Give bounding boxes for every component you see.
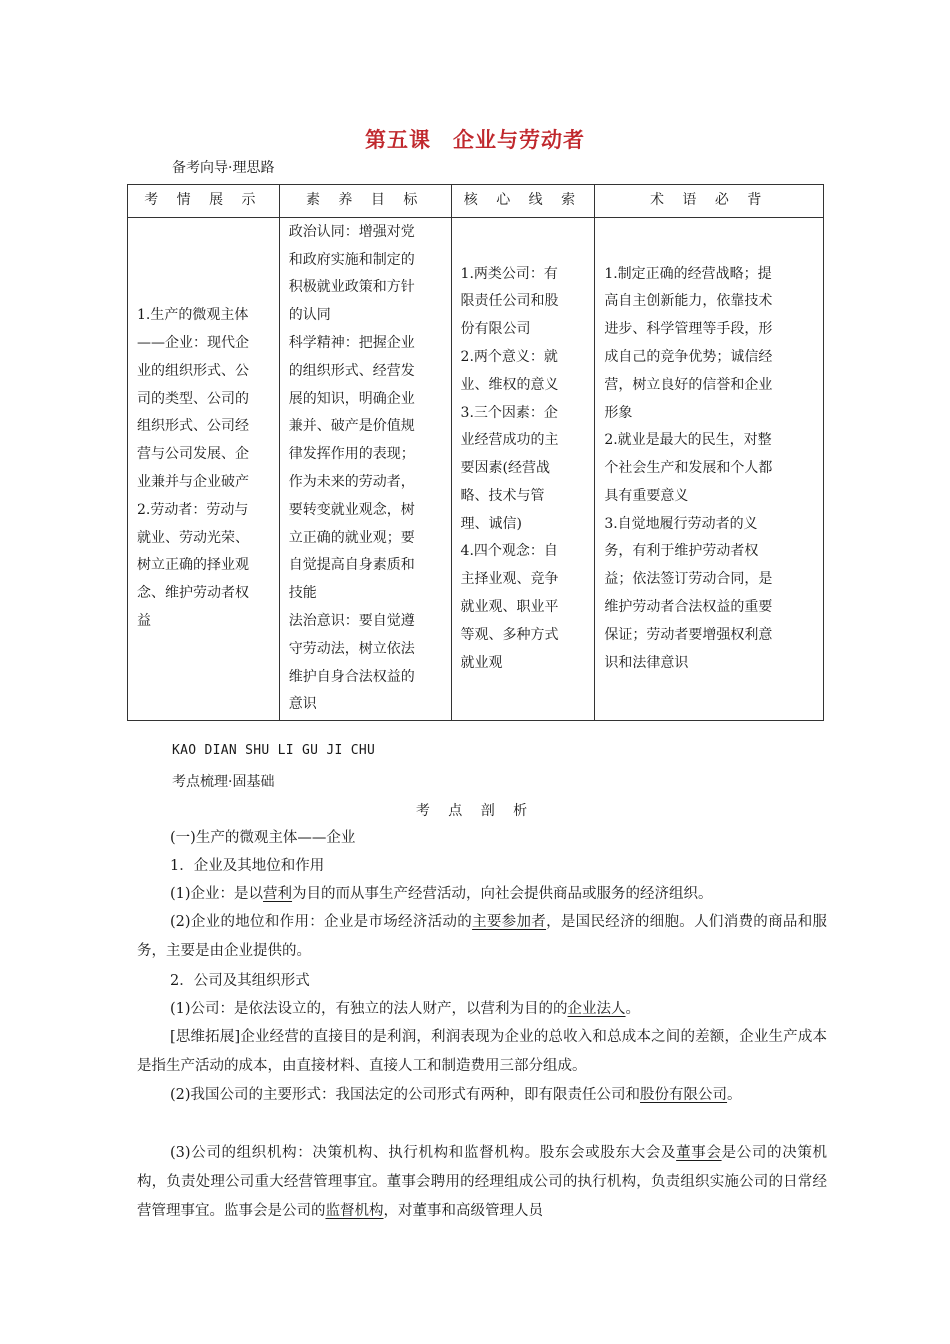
cell-terms: 1.制定正确的经营战略；提 高自主创新能力，依靠技术 进步、科学管理等手段，形 成自己的竞争优势；诚信经 营，树立良好的信誉和企业 形象 2.就业是最大的民生，对整 个社会生产和发展和个人都 具有重要意义 3.自觉地履行劳动者的义 务，有利于维护劳动者权 益；依法签订劳动合同，是 维护劳动者合法权益的重要 保证；劳动者要增强权利意 识和法律意识 bbox=[595, 218, 824, 721]
key-term-profit: 营利 bbox=[263, 886, 293, 902]
key-term-board: 董事会 bbox=[676, 1145, 722, 1161]
key-term-joint-stock: 股份有限公司 bbox=[640, 1087, 728, 1103]
table-body-row bbox=[128, 218, 824, 721]
section-heading: 考 点 剖 析 bbox=[415, 803, 535, 819]
para-company-organization: (3)公司的组织机构：决策机构、执行机构和监督机构。股东会或股东大会及董事会是公司的决策机构，负责处理公司重大经营管理事宜。董事会聘用的经理组成公司的执行机构，负责组织实施公司的日常经营管理事宜。监事会是公司的监督机构，对董事和高级管理人员 bbox=[137, 1145, 827, 1219]
guide-heading: 备考向导·理思路 bbox=[172, 160, 275, 176]
cell-core-clues: 1.两类公司：有 限责任公司和股 份有限公司 2.两个意义：就 业、维权的意义 3.三个因素：企 业经营成功的主 要因素(经营战 略、技术与管 理、诚信) 4.四个观念：自 主择业观、竞争 就业观、职业平 等观、多种方式 就业观 bbox=[451, 218, 595, 721]
key-term-main-participant: 主要参加者 bbox=[472, 914, 547, 930]
key-term-enterprise-legal-person: 企业法人 bbox=[567, 1001, 626, 1017]
key-term-supervisory: 监督机构 bbox=[325, 1203, 384, 1219]
lesson-title bbox=[0, 124, 950, 154]
heading-company-forms: 2．公司及其组织形式 bbox=[170, 973, 310, 989]
para-enterprise-definition: (1)企业：是以营利为目的而从事生产经营活动，向社会提供商品或服务的经济组织。 bbox=[170, 886, 713, 902]
cell-exam: 1.生产的微观主体 ——企业：现代企 业的组织形式、公 司的类型、公司的 组织形式、公司经 营与公司发展、企 业兼并与企业破产 2.劳动者：劳动与 就业、劳动光荣、 树立正确的择业观 念、维护劳动者权 益 bbox=[128, 218, 280, 721]
header-exam: 考 情 展 示 bbox=[128, 185, 280, 218]
review-heading: 考点梳理·固基础 bbox=[172, 774, 275, 790]
header-terms: 术 语 必 背 bbox=[595, 185, 824, 218]
para-company-types: (2)我国公司的主要形式：我国法定的公司形式有两种，即有限责任公司和股份有限公司。 bbox=[170, 1087, 742, 1103]
lesson-number: 第五课 bbox=[365, 128, 431, 152]
para-enterprise-status: (2)企业的地位和作用：企业是市场经济活动的主要参加者，是国民经济的细胞。人们消费的商品和服务，主要是由企业提供的。 bbox=[137, 914, 827, 959]
study-plan-table bbox=[127, 184, 824, 721]
heading-enterprise: (一)生产的微观主体——企业 bbox=[170, 830, 356, 846]
pinyin-heading: KAO DIAN SHU LI GU JI CHU bbox=[172, 743, 376, 758]
para-company-definition: (1)公司：是依法设立的，有独立的法人财产，以营利为目的的企业法人。 bbox=[170, 1001, 641, 1017]
cell-literacy: 政治认同：增强对党 和政府实施和制定的 积极就业政策和方针 的认同 科学精神：把握企业 的组织形式、经营发 展的知识，明确企业 兼并、破产是价值规 律发挥作用的表现； 作为未来的劳动者， 要转变就业观念，树 立正确的就业观；要 自觉提高自身素质和 技能 法治意识：要自觉遵 守劳动法，树立依法 维护自身合法权益的 意识 bbox=[279, 218, 451, 721]
header-core-clues: 核 心 线 索 bbox=[451, 185, 595, 218]
heading-enterprise-role: 1．企业及其地位和作用 bbox=[170, 858, 325, 874]
lesson-name: 企业与劳动者 bbox=[453, 128, 585, 152]
header-literacy: 素 养 目 标 bbox=[279, 185, 451, 218]
para-thinking-extension: [思维拓展]企业经营的直接目的是利润，利润表现为企业的总收入和总成本之间的差额，企业生产成本是指生产活动的成本，由直接材料、直接人工和制造费用三部分组成。 bbox=[137, 1029, 827, 1074]
table-header-row bbox=[128, 185, 824, 218]
